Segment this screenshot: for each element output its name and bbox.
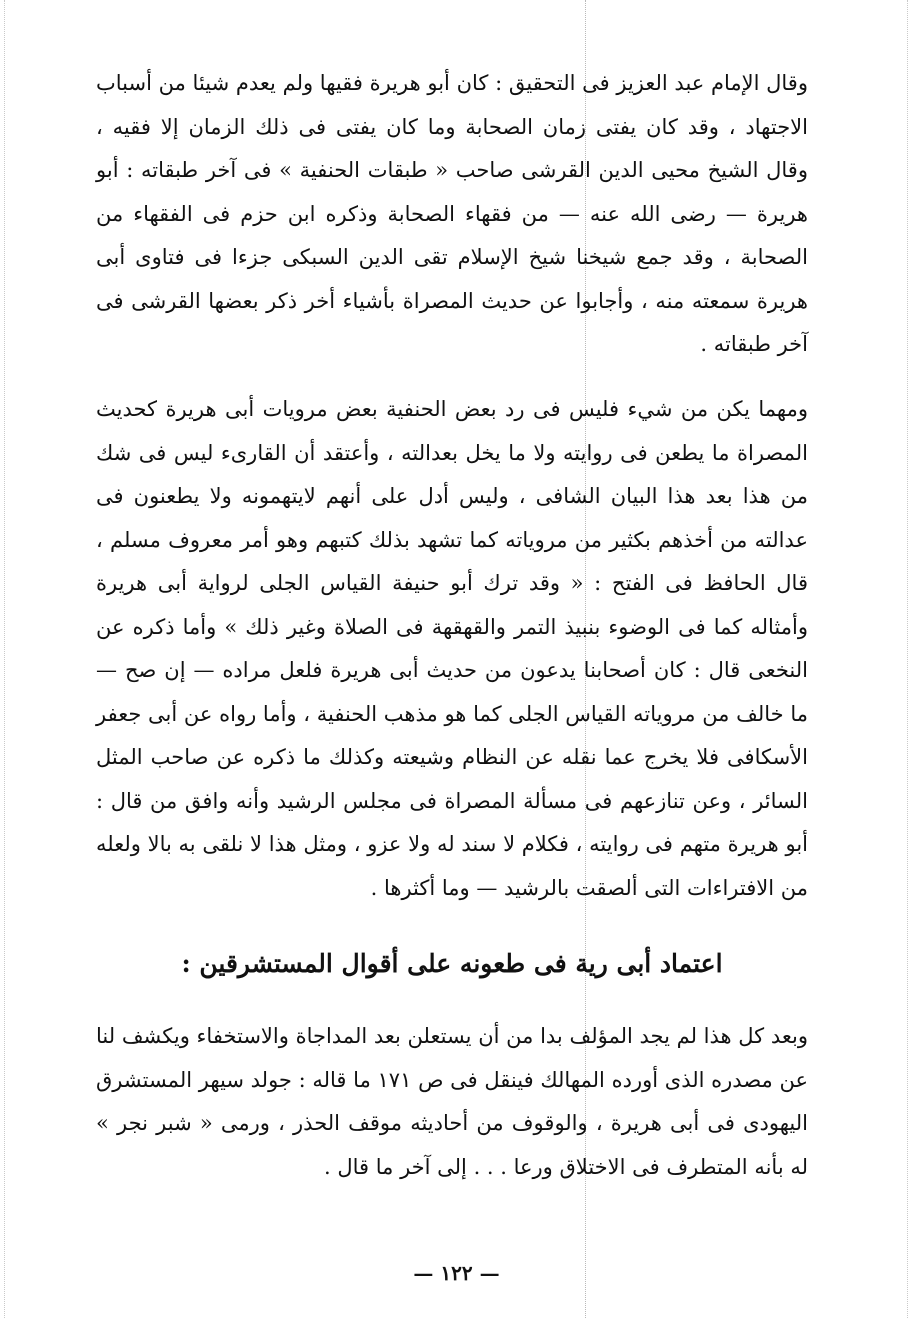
- scan-edge-right: [907, 0, 908, 1318]
- page-number: — ١٢٢ —: [413, 1261, 500, 1285]
- paragraph-hanafi-response: ومهما يكن من شيء فليس فى رد بعض الحنفية بعض مرويات أبى هريرة كحديث المصراة ما يطعن فى روايته ولا ما يخل بعدالته ، وأعتقد أن القارىء ليس فى شك من هذا بعد هذا البيان الشافى ، وليس أدل على أنهم لايتهمونه ولا يطعنون فى عدالته من أخذهم بكثير من مروياته كما تشهد بذلك كتبهم وهو أمر معروف مسلم ، قال الحافظ فى الفتح : « وقد ترك أبو حنيفة القياس الجلى لرواية أبى هريرة وأمثاله كما فى الوضوء بنبيذ التمر والقهقهة فى الصلاة وغير ذلك » وأما ذكره عن النخعى قال : كان أصحابنا يدعون من حديث أبى هريرة فلعل مراده — إن صح — ما خالف من مروياته القياس الجلى كما هو مذهب الحنفية ، وأما رواه عن أبى جعفر الأسكافى فلا يخرج عما نقله عن النظام وشيعته وكذلك ما ذكره عن صاحب المثل السائر ، وعن تنازعهم فى مسألة المصراة فى مجلس الرشيد وأنه وافق من قال : أبو هريرة متهم فى روايته ، فكلام لا سند له ولا عزو ، ومثل هذا لا نلقى به بالا ولعله من الافتراءات التى ألصقت بالرشيد — وما أكثرها .: [96, 397, 808, 900]
- paragraph-imam-abdulaziz: وقال الإمام عبد العزيز فى التحقيق : كان أبو هريرة فقيها ولم يعدم شيئا من أسباب الاجتهاد ، وقد كان يفتى زمان الصحابة وما كان يفتى فى ذلك الزمان إلا فقيه ، وقال الشيخ محيى الدين القرشى صاحب « طبقات الحنفية » فى آخر طبقاته : أبو هريرة — رضى الله عنه — من فقهاء الصحابة وذكره ابن حزم فى الفقهاء من الصحابة ، وقد جمع شيخنا شيخ الإسلام تقى الدين السبكى جزءا فى فتاوى أبى هريرة سمعته منه ، وأجابوا عن حديث المصراة بأشياء أخر ذكر بعضها القرشى فى آخر طبقاته .: [96, 71, 808, 356]
- section-heading: اعتماد أبى رية فى طعونه على أقوال المستشرقين :: [181, 949, 723, 978]
- scan-edge-left: [4, 0, 5, 1318]
- paragraph-orientalists: وبعد كل هذا لم يجد المؤلف بدا من أن يستعلن بعد المداجاة والاستخفاء ويكشف لنا عن مصدره الذى أورده المهالك فينقل فى ص ١٧١ ما قاله : جولد سيهر المستشرق اليهودى فى أبى هريرة ، والوقوف من أحاديثه موقف الحذر ، ورمى « شبر نجر » له بأنه المتطرف فى الاختلاق ورعا . . . إلى آخر ما قال .: [96, 1024, 808, 1179]
